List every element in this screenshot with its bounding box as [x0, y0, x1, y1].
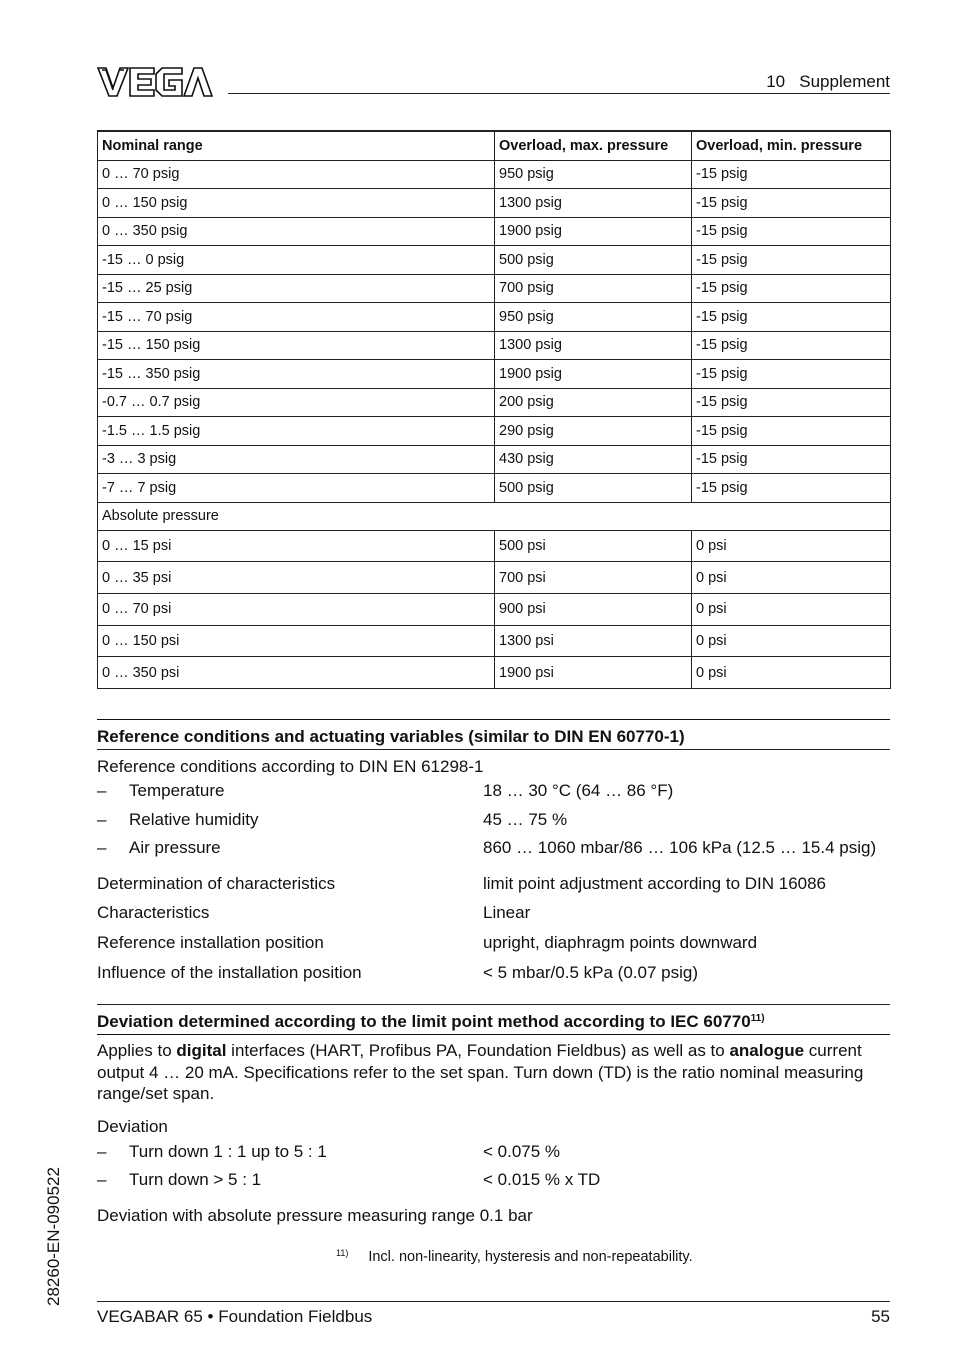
turn-down-2-value: < 0.015 % x TD: [483, 1170, 601, 1189]
column-header-nominal-range: Nominal range: [98, 131, 495, 160]
turn-down-2-label: Turn down > 5 : 1: [129, 1170, 262, 1189]
overload-min-cell: -15 psig: [692, 388, 891, 417]
overload-max-cell: 290 psig: [495, 417, 692, 446]
table-row: [98, 274, 891, 303]
deviation-intro-paragraph: [97, 1040, 890, 1105]
para-text: Applies to: [97, 1041, 177, 1060]
overload-max-cell: 1300 psi: [495, 625, 692, 657]
table-row: [98, 593, 891, 625]
nominal-range-cell: -7 … 7 psig: [98, 474, 495, 503]
absolute-pressure-heading-row: [98, 502, 891, 530]
list-dash: –: [97, 838, 107, 857]
page-number: 55: [871, 1307, 890, 1326]
vega-logo: [96, 64, 214, 100]
overload-max-cell: 430 psig: [495, 445, 692, 474]
list-dash: –: [97, 810, 107, 829]
table-row: [98, 657, 891, 689]
overload-max-cell: 950 psig: [495, 160, 692, 189]
air-pressure-value: 860 … 1060 mbar/86 … 106 kPa (12.5 … 15.4 psig): [483, 838, 877, 857]
table-row: [98, 246, 891, 275]
footnote-reference: 11): [750, 1013, 765, 1024]
header-section-title: 10 Supplement: [766, 72, 890, 91]
header-rule: [228, 93, 890, 94]
reference-intro: Reference conditions according to DIN EN 61298-1: [97, 757, 484, 776]
table-row: [98, 217, 891, 246]
overload-min-cell: 0 psi: [692, 562, 891, 594]
table-row: [98, 388, 891, 417]
column-header-overload-min: Overload, min. pressure: [692, 131, 891, 160]
overload-min-cell: -15 psig: [692, 445, 891, 474]
overload-min-cell: -15 psig: [692, 217, 891, 246]
table-row: [98, 530, 891, 562]
nominal-range-cell: -15 … 25 psig: [98, 274, 495, 303]
overload-min-cell: -15 psig: [692, 160, 891, 189]
table-row: [98, 445, 891, 474]
table-row: [98, 562, 891, 594]
table-row: [98, 303, 891, 332]
list-dash: –: [97, 781, 107, 800]
humidity-label: Relative humidity: [129, 810, 259, 829]
footnote: [336, 1248, 693, 1265]
table-row: [98, 625, 891, 657]
overload-max-cell: 950 psig: [495, 303, 692, 332]
overload-min-cell: -15 psig: [692, 274, 891, 303]
deviation-section-heading: [97, 1012, 765, 1032]
table-row: [98, 331, 891, 360]
table-header-row: [98, 131, 891, 160]
section-rule-bottom: [97, 1034, 890, 1035]
para-text: current output 4 … 20 mA. Specifications refer to the set span. Turn down (TD) is the ratio nominal measuring range/set span.: [97, 1041, 864, 1103]
overload-max-cell: 700 psi: [495, 562, 692, 594]
table-row: [98, 360, 891, 389]
footer-rule: [97, 1301, 890, 1302]
temperature-value: 18 … 30 °C (64 … 86 °F): [483, 781, 674, 800]
temperature-label: Temperature: [129, 781, 225, 800]
overload-max-cell: 500 psig: [495, 474, 692, 503]
nominal-range-cell: 0 … 15 psi: [98, 530, 495, 562]
table-row: [98, 189, 891, 218]
overload-min-cell: -15 psig: [692, 474, 891, 503]
installation-position-value: upright, diaphragm points downward: [483, 933, 758, 952]
table-row: [98, 474, 891, 503]
overload-min-cell: -15 psig: [692, 303, 891, 332]
determination-value: limit point adjustment according to DIN 16086: [483, 874, 827, 893]
section-rule-top: [97, 1004, 890, 1005]
para-text: interfaces (HART, Profibus PA, Foundation Fieldbus) as well as to: [226, 1041, 730, 1060]
nominal-range-cell: 0 … 150 psig: [98, 189, 495, 218]
reference-section-heading: Reference conditions and actuating variables (similar to DIN EN 60770-1): [97, 727, 685, 746]
overload-max-cell: 500 psi: [495, 530, 692, 562]
nominal-range-cell: -15 … 350 psig: [98, 360, 495, 389]
turn-down-1-label: Turn down 1 : 1 up to 5 : 1: [129, 1142, 327, 1161]
deviation-label: Deviation: [97, 1117, 168, 1136]
overload-max-cell: 900 psi: [495, 593, 692, 625]
overload-min-cell: -15 psig: [692, 246, 891, 275]
nominal-range-cell: 0 … 150 psi: [98, 625, 495, 657]
determination-label: Determination of characteristics: [97, 874, 336, 893]
footnote-text: Incl. non-linearity, hysteresis and non-repeatability.: [368, 1249, 693, 1265]
nominal-range-cell: 0 … 350 psig: [98, 217, 495, 246]
installation-influence-value: < 5 mbar/0.5 kPa (0.07 psig): [483, 963, 698, 982]
deviation-heading-text: Deviation determined according to the limit point method according to IEC 60770: [97, 1012, 751, 1031]
overload-max-cell: 1900 psig: [495, 360, 692, 389]
turn-down-1-value: < 0.075 %: [483, 1142, 561, 1161]
list-dash: –: [97, 1142, 107, 1161]
humidity-value: 45 … 75 %: [483, 810, 568, 829]
table-row: [98, 160, 891, 189]
overload-min-cell: -15 psig: [692, 417, 891, 446]
overload-max-cell: 500 psig: [495, 246, 692, 275]
overload-min-cell: -15 psig: [692, 331, 891, 360]
vega-logo-graphic: [96, 64, 214, 100]
table-row: [98, 417, 891, 446]
overload-min-cell: -15 psig: [692, 360, 891, 389]
para-bold-digital: digital: [176, 1041, 227, 1060]
absolute-pressure-heading: Absolute pressure: [98, 502, 891, 530]
installation-influence-label: Influence of the installation position: [97, 963, 362, 982]
nominal-range-cell: -3 … 3 psig: [98, 445, 495, 474]
list-dash: –: [97, 1170, 107, 1189]
nominal-range-cell: -1.5 … 1.5 psig: [98, 417, 495, 446]
overload-min-cell: 0 psi: [692, 657, 891, 689]
air-pressure-label: Air pressure: [129, 838, 221, 857]
para-bold-analogue: analogue: [729, 1041, 805, 1060]
overload-min-cell: 0 psi: [692, 530, 891, 562]
nominal-range-cell: 0 … 70 psig: [98, 160, 495, 189]
overload-min-cell: -15 psig: [692, 189, 891, 218]
overload-min-cell: 0 psi: [692, 593, 891, 625]
installation-position-label: Reference installation position: [97, 933, 324, 952]
overload-max-cell: 700 psig: [495, 274, 692, 303]
absolute-deviation-note: Deviation with absolute pressure measuring range 0.1 bar: [97, 1206, 533, 1225]
nominal-range-cell: -15 … 150 psig: [98, 331, 495, 360]
overload-max-cell: 1300 psig: [495, 189, 692, 218]
overload-pressure-table: [97, 130, 891, 689]
column-header-overload-max: Overload, max. pressure: [495, 131, 692, 160]
section-rule-top: [97, 719, 890, 720]
overload-max-cell: 1300 psig: [495, 331, 692, 360]
overload-max-cell: 1900 psig: [495, 217, 692, 246]
overload-max-cell: 1900 psi: [495, 657, 692, 689]
nominal-range-cell: 0 … 70 psi: [98, 593, 495, 625]
characteristics-label: Characteristics: [97, 903, 210, 922]
nominal-range-cell: 0 … 35 psi: [98, 562, 495, 594]
overload-max-cell: 200 psig: [495, 388, 692, 417]
footer-title: VEGABAR 65 • Foundation Fieldbus: [97, 1307, 373, 1326]
nominal-range-cell: -0.7 … 0.7 psig: [98, 388, 495, 417]
section-rule-bottom: [97, 749, 890, 750]
nominal-range-cell: -15 … 0 psig: [98, 246, 495, 275]
characteristics-value: Linear: [483, 903, 531, 922]
document-code: 28260-EN-090522: [44, 1167, 63, 1306]
nominal-range-cell: -15 … 70 psig: [98, 303, 495, 332]
overload-min-cell: 0 psi: [692, 625, 891, 657]
footnote-mark: 11): [336, 1248, 349, 1258]
nominal-range-cell: 0 … 350 psi: [98, 657, 495, 689]
